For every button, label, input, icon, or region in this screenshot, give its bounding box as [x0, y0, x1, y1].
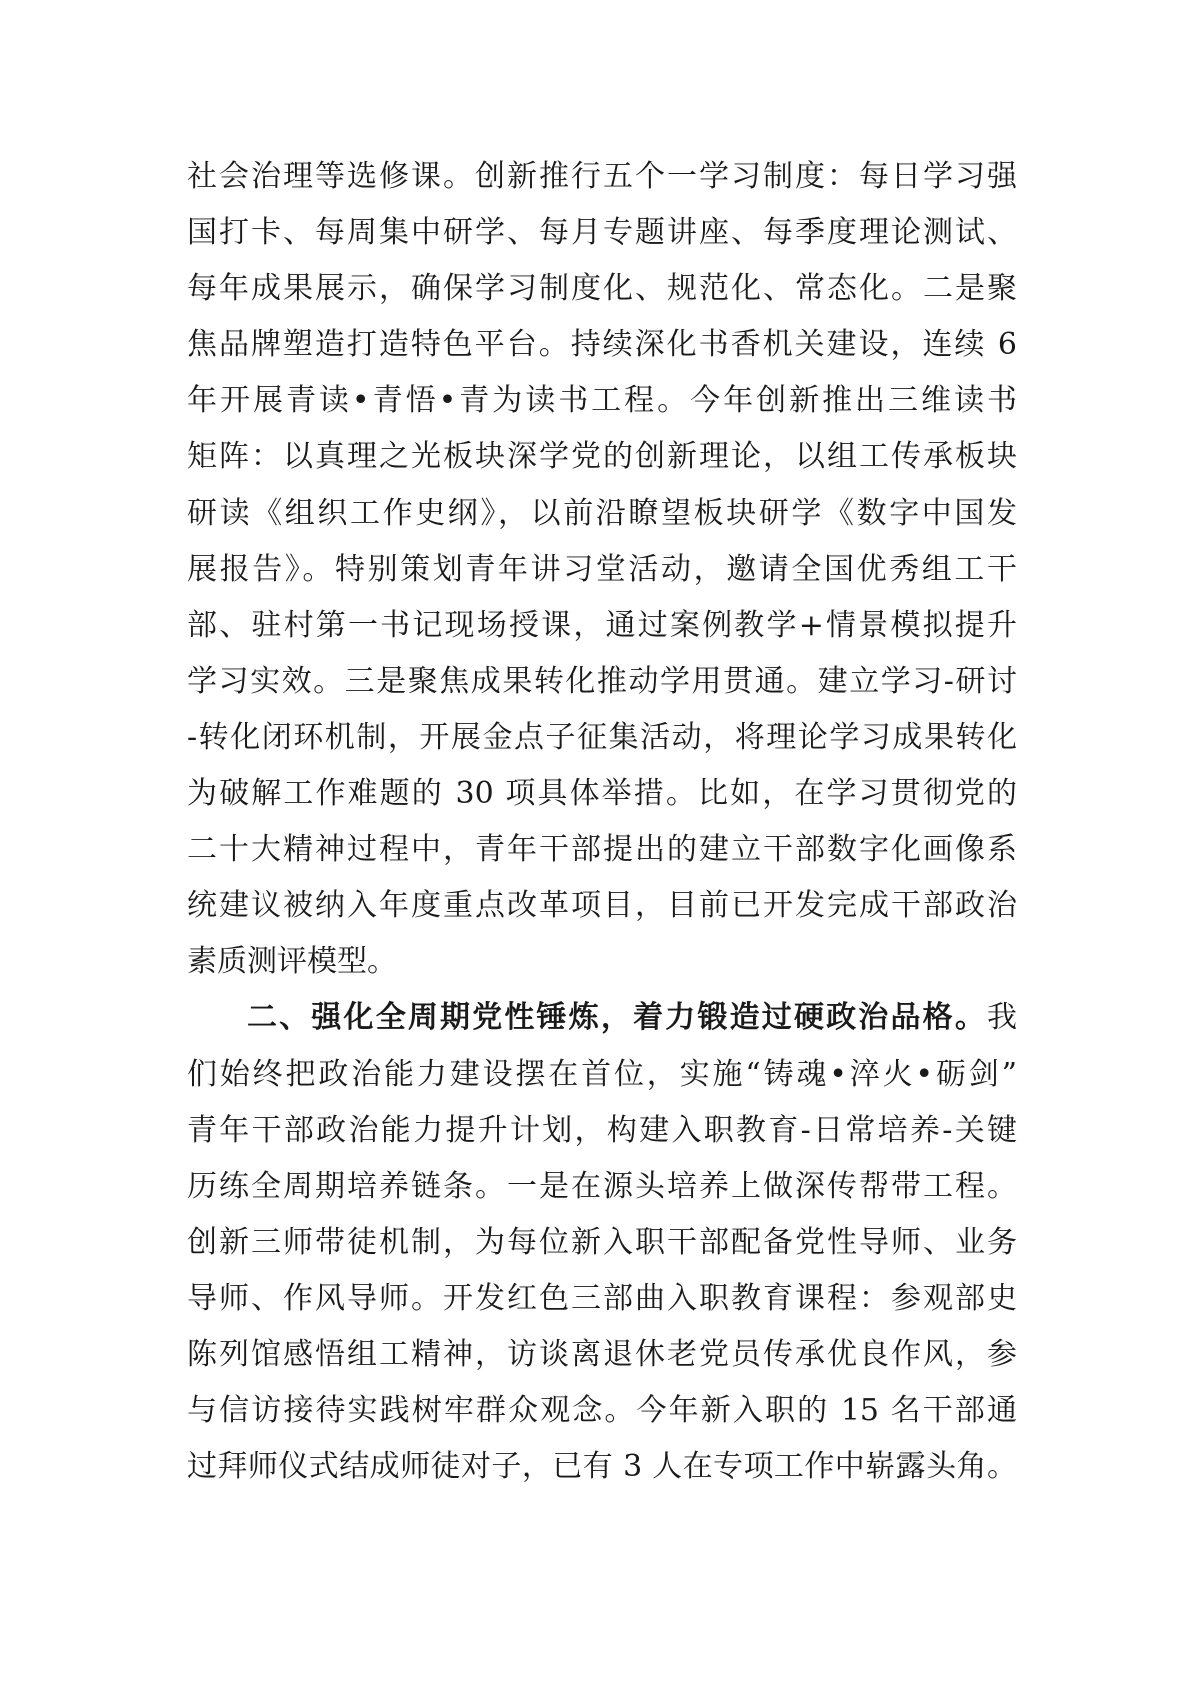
document-body [187, 149, 1017, 1495]
text-line: 素质测评模型。 [187, 944, 397, 980]
paragraph-2-first-line-tail: 我 [987, 1000, 1017, 1036]
text-line: 导师、作风导师。开发红色三部曲入职教育课程：参观部史 [187, 1280, 1017, 1316]
text-line: 研读《组织工作史纲》，以前沿瞭望板块研学《数字中国发 [187, 495, 1017, 531]
text-line: 国打卡、每周集中研学、每月专题讲座、每季度理论测试、 [187, 215, 1017, 251]
text-line: 展报告》。特别策划青年讲习堂活动，邀请全国优秀组工干 [187, 551, 1017, 587]
text-line: 焦品牌塑造打造特色平台。持续深化书香机关建设，连续 6 [187, 327, 1017, 363]
text-line: 过拜师仪式结成师徒对子，已有 3 人在专项工作中崭露头角。 [187, 1449, 1017, 1485]
text-line: 学习实效。三是聚焦成果转化推动学用贯通。建立学习-研讨 [187, 663, 1017, 699]
paragraph-2-first-line [187, 990, 1017, 1046]
text-line: 统建议被纳入年度重点改革项目，目前已开发完成干部政治 [187, 888, 1017, 924]
text-line: 每年成果展示，确保学习制度化、规范化、常态化。二是聚 [187, 271, 1017, 307]
text-line: 矩阵：以真理之光板块深学党的创新理论，以组工传承板块 [187, 439, 1017, 475]
text-line: 创新三师带徒机制，为每位新入职干部配备党性导师、业务 [187, 1224, 1017, 1260]
text-line: 陈列馆感悟组工精神，访谈离退休老党员传承优良作风，参 [187, 1336, 1017, 1372]
text-line: -转化闭环机制，开展金点子征集活动，将理论学习成果转化 [187, 719, 1017, 755]
section-heading: 二、强化全周期党性锤炼，着力锻造过硬政治品格。 [247, 1000, 987, 1036]
text-line: 为破解工作难题的 30 项具体举措。比如，在学习贯彻党的 [187, 776, 1017, 812]
text-line: 部、驻村第一书记现场授课，通过案例教学+情景模拟提升 [187, 607, 1017, 643]
text-line: 社会治理等选修课。创新推行五个一学习制度：每日学习强 [187, 159, 1017, 194]
text-line: 年开展青读•青悟•青为读书工程。今年创新推出三维读书 [187, 383, 1017, 419]
text-line: 们始终把政治能力建设摆在首位，实施“铸魂•淬火•砺剑” [187, 1056, 1017, 1092]
text-line: 历练全周期培养链条。一是在源头培养上做深传帮带工程。 [187, 1168, 1017, 1204]
paragraph-2 [187, 1047, 1017, 1496]
paragraph-1 [187, 149, 1017, 990]
text-line: 青年干部政治能力提升计划，构建入职教育-日常培养-关键 [187, 1112, 1017, 1148]
text-line: 与信访接待实践树牢群众观念。今年新入职的 15 名干部通 [187, 1393, 1017, 1429]
text-line: 二十大精神过程中，青年干部提出的建立干部数字化画像系 [187, 832, 1017, 868]
